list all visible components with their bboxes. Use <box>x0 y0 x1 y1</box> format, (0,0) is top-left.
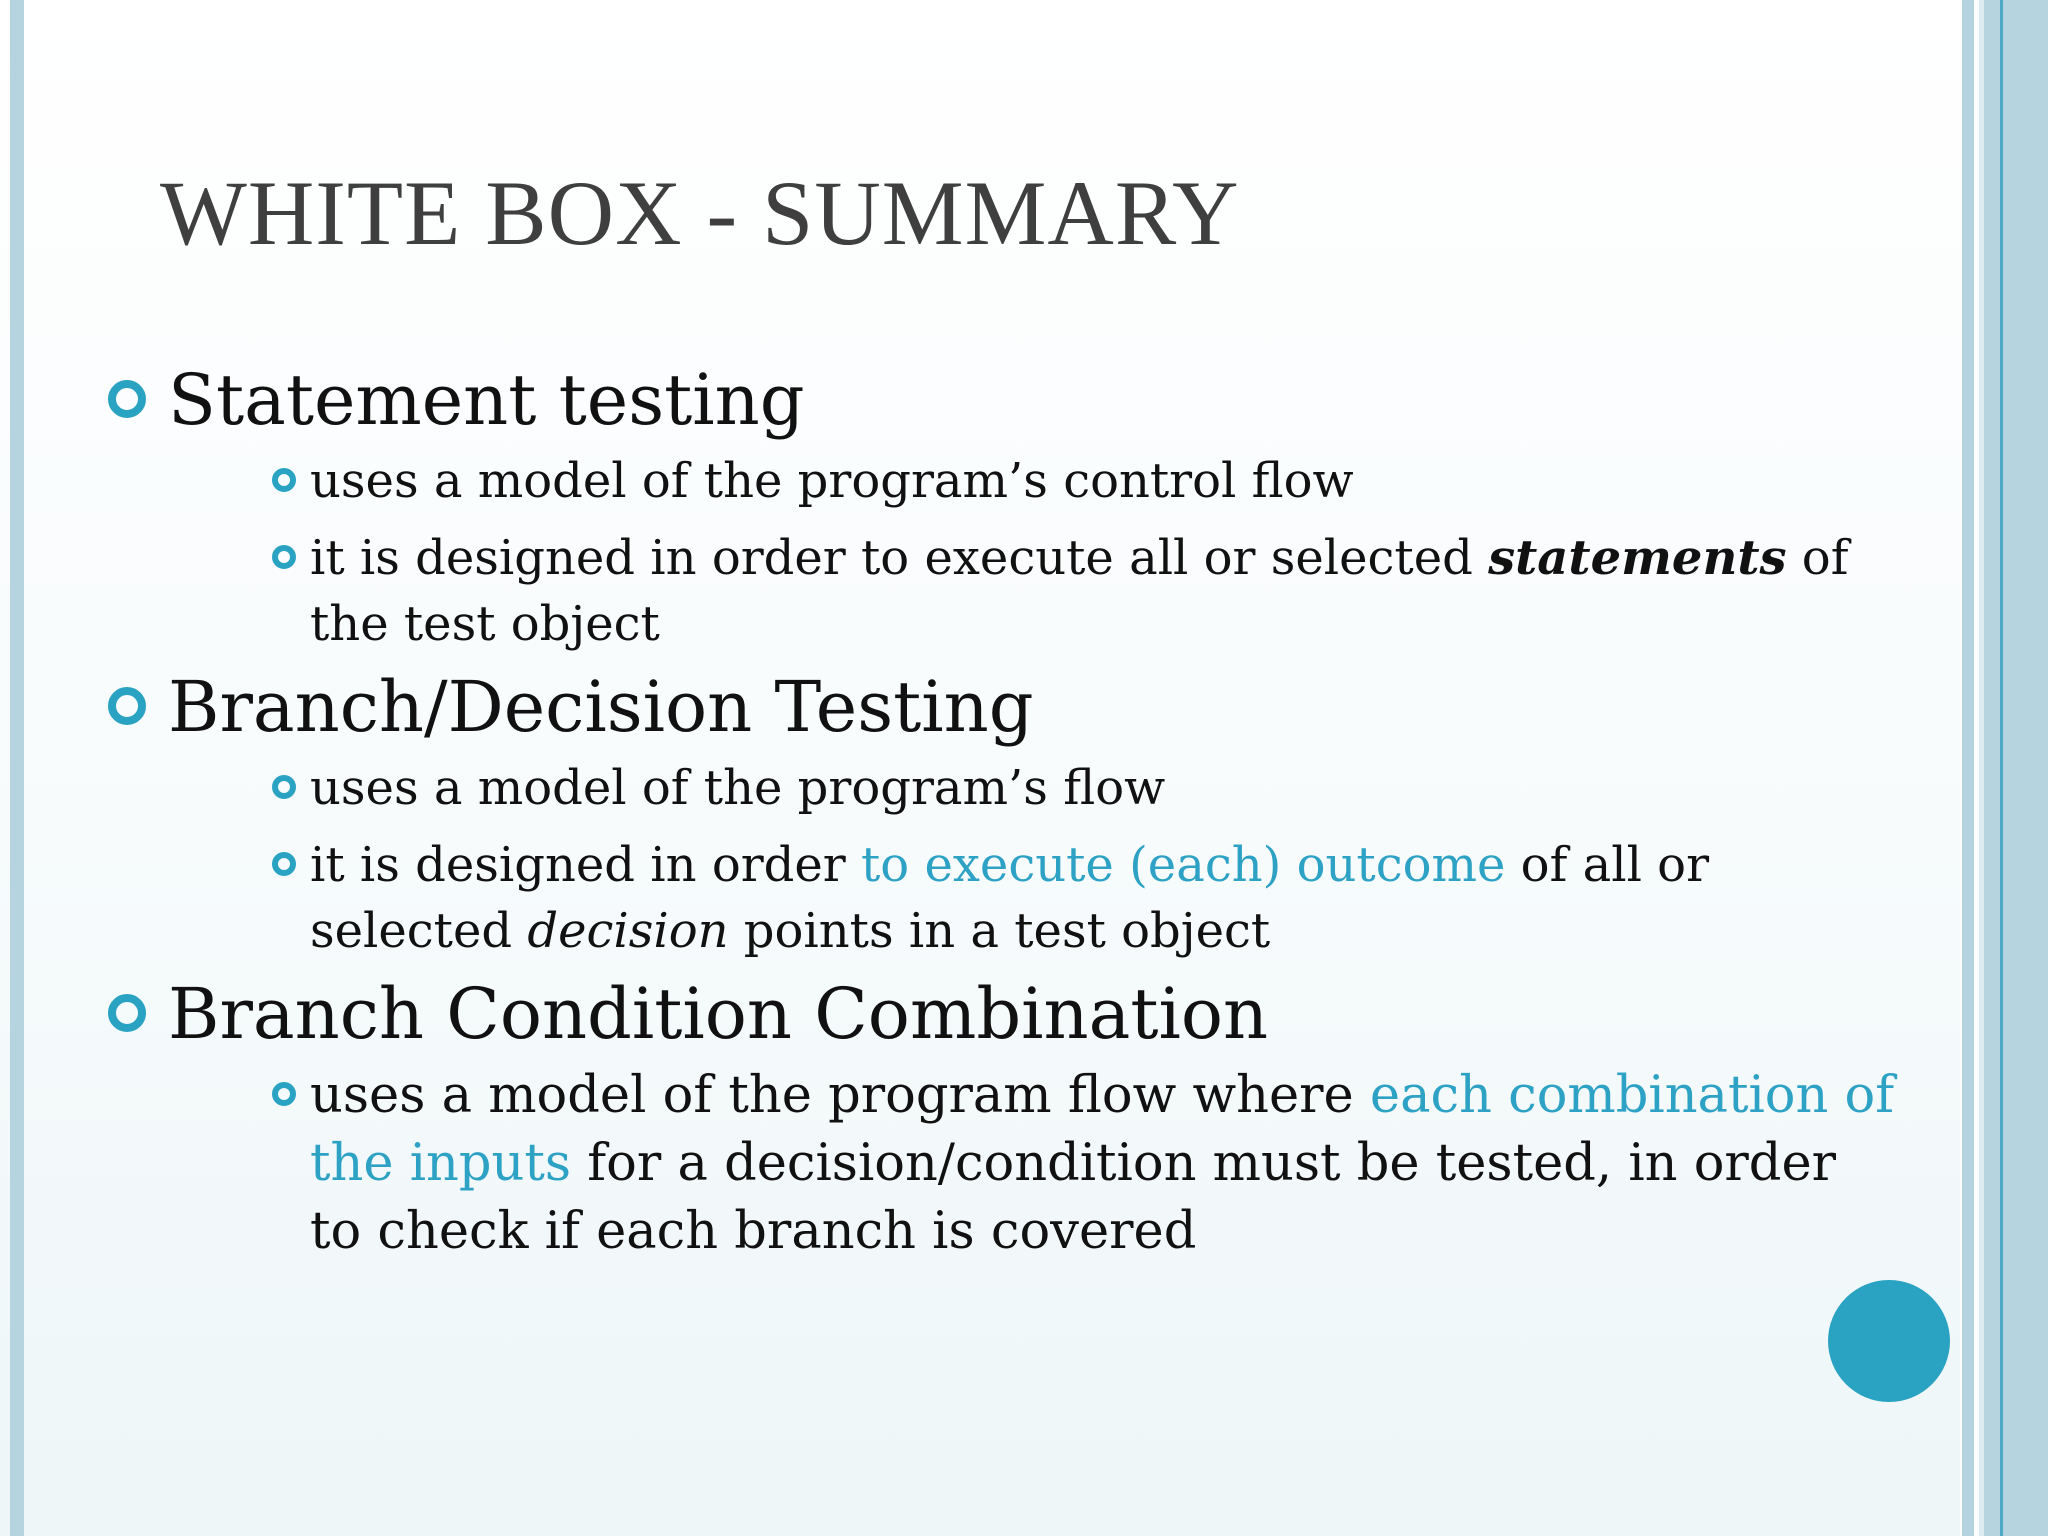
highlight-each-combination: each combination of the inputs <box>310 1066 1895 1193</box>
section-heading-branch-condition-combination <box>106 966 1896 1062</box>
sub-point-text: of the test object <box>310 530 1849 652</box>
emphasis-decision: decision <box>527 903 729 959</box>
hollow-circle-bullet-icon <box>108 380 146 418</box>
sub-point-text: points in a test object <box>728 903 1271 959</box>
hollow-circle-bullet-icon <box>108 994 146 1032</box>
right-border-stripe <box>1984 0 2000 1536</box>
section-heading-text: Branch Condition Combination <box>168 973 1269 1055</box>
slide-content <box>106 352 1896 1277</box>
hollow-circle-bullet-icon <box>108 687 146 725</box>
hollow-circle-bullet-icon <box>272 1082 296 1106</box>
section-heading-text: Branch/Decision Testing <box>168 666 1034 748</box>
sub-point-text: uses a model of the program’s control flow <box>310 453 1354 509</box>
hollow-circle-bullet-icon <box>272 545 296 569</box>
hollow-circle-bullet-icon <box>272 852 296 876</box>
sub-point-text: for a decision/condition must be tested, in order to check if each branch is covered <box>310 1134 1837 1261</box>
section-heading-branch-decision-testing <box>106 659 1896 755</box>
emphasis-statements: statements <box>1488 530 1787 586</box>
sub-point <box>106 448 1896 514</box>
highlight-execute-outcome: to execute (each) outcome <box>861 837 1506 893</box>
slide-title: WHITE BOX - SUMMARY <box>160 162 1240 264</box>
decorative-circle-icon <box>1828 1280 1950 1402</box>
sub-point <box>106 832 1896 964</box>
sub-point-text: uses a model of the program’s flow <box>310 760 1166 816</box>
section-heading-statement-testing <box>106 352 1896 448</box>
right-border-stripe <box>2003 0 2048 1536</box>
sub-point-text: it is designed in order <box>310 837 861 893</box>
sub-point <box>106 755 1896 821</box>
right-border-stripe <box>1962 0 1974 1536</box>
hollow-circle-bullet-icon <box>272 775 296 799</box>
sub-point <box>106 525 1896 657</box>
hollow-circle-bullet-icon <box>272 468 296 492</box>
sub-point-text: it is designed in order to execute all or selected <box>310 530 1489 586</box>
sub-point <box>106 1062 1896 1266</box>
sub-point-text: uses a model of the program flow where <box>310 1066 1370 1125</box>
sub-point-text: of all or selected <box>310 837 1710 959</box>
left-border-stripe <box>10 0 24 1536</box>
section-heading-text: Statement testing <box>168 359 805 441</box>
